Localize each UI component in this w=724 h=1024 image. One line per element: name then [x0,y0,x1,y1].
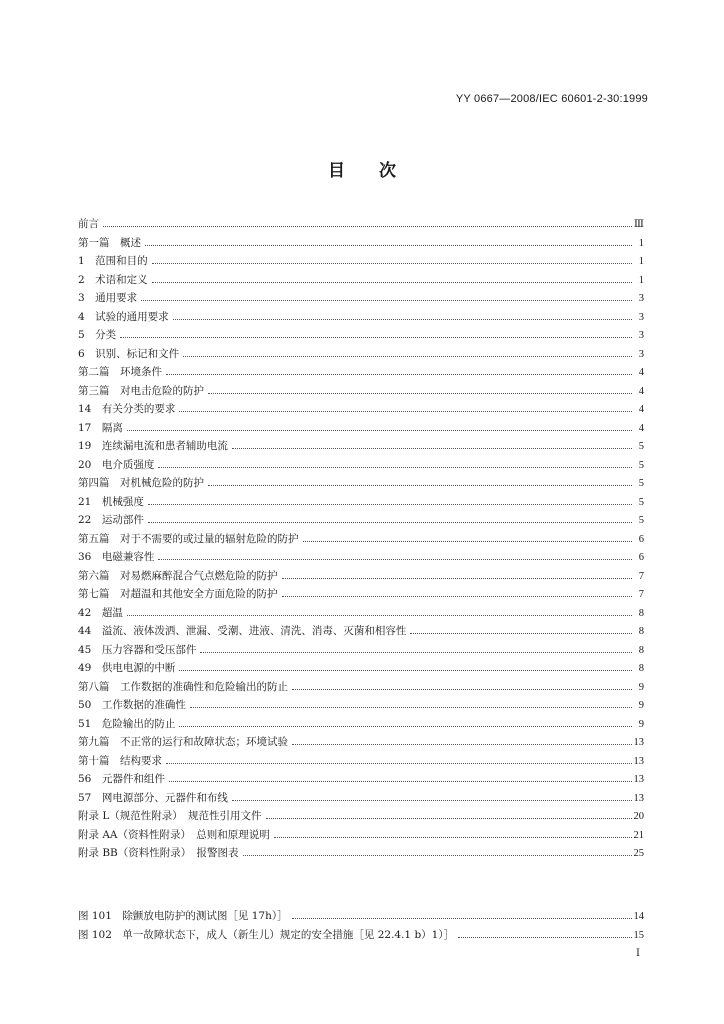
toc-entry-page: 9 [638,681,644,693]
toc-entry-page: 5 [638,441,644,452]
table-of-contents [78,216,644,864]
toc-entry-page: 13 [633,792,644,804]
toc-entry[interactable] [78,753,644,772]
toc-entry[interactable] [78,697,644,716]
toc-entry-page: 8 [638,663,644,674]
toc-entry-page: 6 [638,552,644,563]
toc-entry-label: 6 识别、标记和文件 [78,347,180,360]
dot-leader [179,726,632,727]
toc-entry-label: 第十篇 结构要求 [78,754,162,767]
toc-entry-page: 21 [633,829,644,841]
dot-leader [127,430,632,431]
toc-entry-page: 4 [638,367,644,378]
toc-entry-label: 第五篇 对于不需要的或过量的辐射危险的防护 [78,532,299,545]
toc-entry[interactable] [78,549,644,568]
dot-leader [152,282,632,283]
toc-entry[interactable] [78,531,644,550]
toc-entry-page: 9 [638,718,644,730]
toc-entry[interactable] [78,771,644,790]
toc-entry-page: 5 [638,459,644,471]
toc-entry[interactable] [78,457,644,476]
toc-entry-label: 56 元器件和组件 [78,773,165,785]
dot-leader [141,300,632,301]
toc-entry-label: 第六篇 对易燃麻醉混合气点燃危险的防护 [78,569,278,582]
toc-entry-label: 49 供电电源的中断 [78,662,176,674]
toc-entry[interactable] [78,401,644,420]
toc-entry-page: 7 [638,570,644,582]
toc-entry[interactable] [78,734,644,753]
dot-leader [169,781,632,782]
toc-entry-label: 3 通用要求 [78,292,138,304]
toc-entry-label: 4 试验的通用要求 [78,310,169,323]
toc-entry-label: 14 有关分类的要求 [78,403,176,415]
toc-entry[interactable] [78,216,644,235]
toc-entry-label: 第七篇 对超温和其他安全方面危险的防护 [78,588,278,600]
toc-entry-page: 3 [638,348,644,360]
dot-leader [410,633,632,634]
dot-leader [232,448,632,449]
figure-entry[interactable] [78,908,644,927]
toc-entry[interactable] [78,475,644,494]
toc-entry[interactable] [78,845,644,864]
toc-entry[interactable] [78,586,644,605]
toc-entry-page: 8 [638,607,644,619]
dot-leader [158,467,632,468]
toc-entry-label: 36 电磁兼容性 [78,551,155,563]
toc-entry-label: 20 电介质强度 [78,458,155,471]
toc-entry-label: 19 连续漏电流和患者辅助电流 [78,440,228,452]
toc-entry[interactable] [78,364,644,383]
toc-entry-label: 前言 [78,218,99,230]
toc-entry[interactable] [78,383,644,402]
toc-entry[interactable] [78,679,644,698]
dot-leader [166,374,632,375]
toc-entry-page: 13 [633,774,644,785]
toc-entry-label: 17 隔离 [78,421,123,434]
toc-entry[interactable] [78,716,644,735]
figure-list [78,908,644,945]
toc-entry[interactable] [78,272,644,291]
dot-leader [266,818,632,819]
dot-leader [173,319,632,320]
toc-entry-page: 3 [638,311,644,323]
toc-entry-label: 21 机械强度 [78,495,144,508]
dot-leader [200,652,632,653]
dot-leader [208,485,632,486]
toc-entry[interactable] [78,253,644,272]
dot-leader [292,744,632,745]
dot-leader [148,504,632,505]
toc-entry-label: 51 危险输出的防止 [78,717,176,730]
dot-leader [152,263,632,264]
toc-entry[interactable] [78,494,644,513]
toc-entry-label: 附录 AA（资料性附录） 总则和原理说明 [78,828,270,841]
toc-entry-page: 1 [638,256,644,267]
toc-entry-label: 22 运动部件 [78,514,144,526]
toc-entry-page: 5 [638,478,644,489]
toc-entry-page: 13 [633,737,644,748]
dot-leader [103,226,632,227]
toc-entry[interactable] [78,438,644,457]
dot-leader [120,337,632,338]
toc-entry[interactable] [78,605,644,624]
toc-entry-page: 5 [638,496,644,508]
dot-leader [148,522,632,523]
figure-entry-label: 图 102 单一故障状态下，成人（新生儿）规定的安全措施［见 22.4.1 b）1）］ [78,928,455,941]
dot-leader [158,559,632,560]
dot-leader [303,541,633,542]
toc-entry-page: 20 [633,811,644,822]
toc-entry-page: 4 [638,422,644,434]
toc-entry-page: 9 [638,700,644,711]
page-title: 目次 [328,161,430,181]
toc-entry-page: 1 [638,237,644,249]
toc-entry-label: 2 术语和定义 [78,273,148,286]
toc-entry[interactable] [78,420,644,439]
toc-entry[interactable] [78,512,644,531]
standard-number: YY 0667—2008/IEC 60601-2-30:1999 [455,93,648,105]
toc-entry[interactable] [78,808,644,827]
toc-entry[interactable] [78,327,644,346]
toc-entry-label: 42 超温 [78,606,123,619]
dot-leader [208,393,632,394]
dot-leader [274,837,632,838]
page-number: I [636,948,640,959]
dot-leader [243,855,632,856]
toc-entry-label: 1 范围和目的 [78,255,148,267]
dot-leader [190,707,632,708]
toc-entry-label: 50 工作数据的准确性 [78,699,186,711]
toc-entry[interactable] [78,827,644,846]
dot-leader [282,578,633,579]
toc-entry[interactable] [78,235,644,254]
toc-entry[interactable] [78,623,644,642]
toc-entry-page: 5 [638,515,644,526]
dot-leader [179,411,632,412]
toc-entry-label: 44 溢流、液体泼洒、泄漏、受潮、进液、清洗、消毒、灭菌和相容性 [78,625,407,637]
toc-entry-page: 3 [638,330,644,341]
dot-leader [292,918,632,919]
dot-leader [232,800,632,801]
toc-entry-page: Ⅲ [633,219,644,230]
dot-leader [166,763,632,764]
toc-entry-label: 附录 L（规范性附录） 规范性引用文件 [78,810,262,822]
figure-entry-page: 15 [633,929,644,941]
toc-entry-label: 5 分类 [78,329,117,341]
toc-entry-label: 57 网电源部分、元器件和布线 [78,791,228,804]
toc-entry[interactable] [78,790,644,809]
toc-entry-page: 25 [633,848,644,859]
toc-entry[interactable] [78,642,644,661]
toc-entry[interactable] [78,309,644,328]
figure-entry[interactable] [78,927,644,946]
figure-entry-label: 图 101 除颤放电防护的测试图［见 17h）］ [78,910,288,922]
toc-entry-page: 1 [638,274,644,286]
figure-entry-page: 14 [633,911,644,922]
toc-entry-label: 第一篇 概述 [78,236,141,249]
toc-entry-page: 8 [638,644,644,656]
toc-entry-label: 第二篇 环境条件 [78,366,162,378]
toc-entry-label: 第四篇 对机械危险的防护 [78,477,204,489]
toc-entry-label: 第三篇 对电击危险的防护 [78,384,204,397]
toc-entry-label: 第八篇 工作数据的准确性和危险输出的防止 [78,680,288,693]
dot-leader [127,615,632,616]
dot-leader [458,937,631,938]
toc-entry-page: 7 [638,589,644,600]
toc-entry[interactable] [78,346,644,365]
toc-entry-label: 45 压力容器和受压部件 [78,643,197,656]
toc-entry-page: 13 [633,755,644,767]
dot-leader [292,689,632,690]
toc-entry-label: 附录 BB（资料性附录） 报警图表 [78,847,239,859]
toc-entry-page: 3 [638,293,644,304]
toc-entry[interactable] [78,660,644,679]
toc-entry-label: 第九篇 不正常的运行和故障状态；环境试验 [78,736,288,748]
dot-leader [179,670,632,671]
toc-entry[interactable] [78,568,644,587]
toc-entry-page: 8 [638,626,644,637]
toc-entry-page: 4 [638,404,644,415]
dot-leader [183,356,632,357]
toc-entry[interactable] [78,290,644,309]
dot-leader [282,596,633,597]
toc-entry-page: 6 [638,533,644,545]
toc-entry-page: 4 [638,385,644,397]
dot-leader [145,245,632,246]
